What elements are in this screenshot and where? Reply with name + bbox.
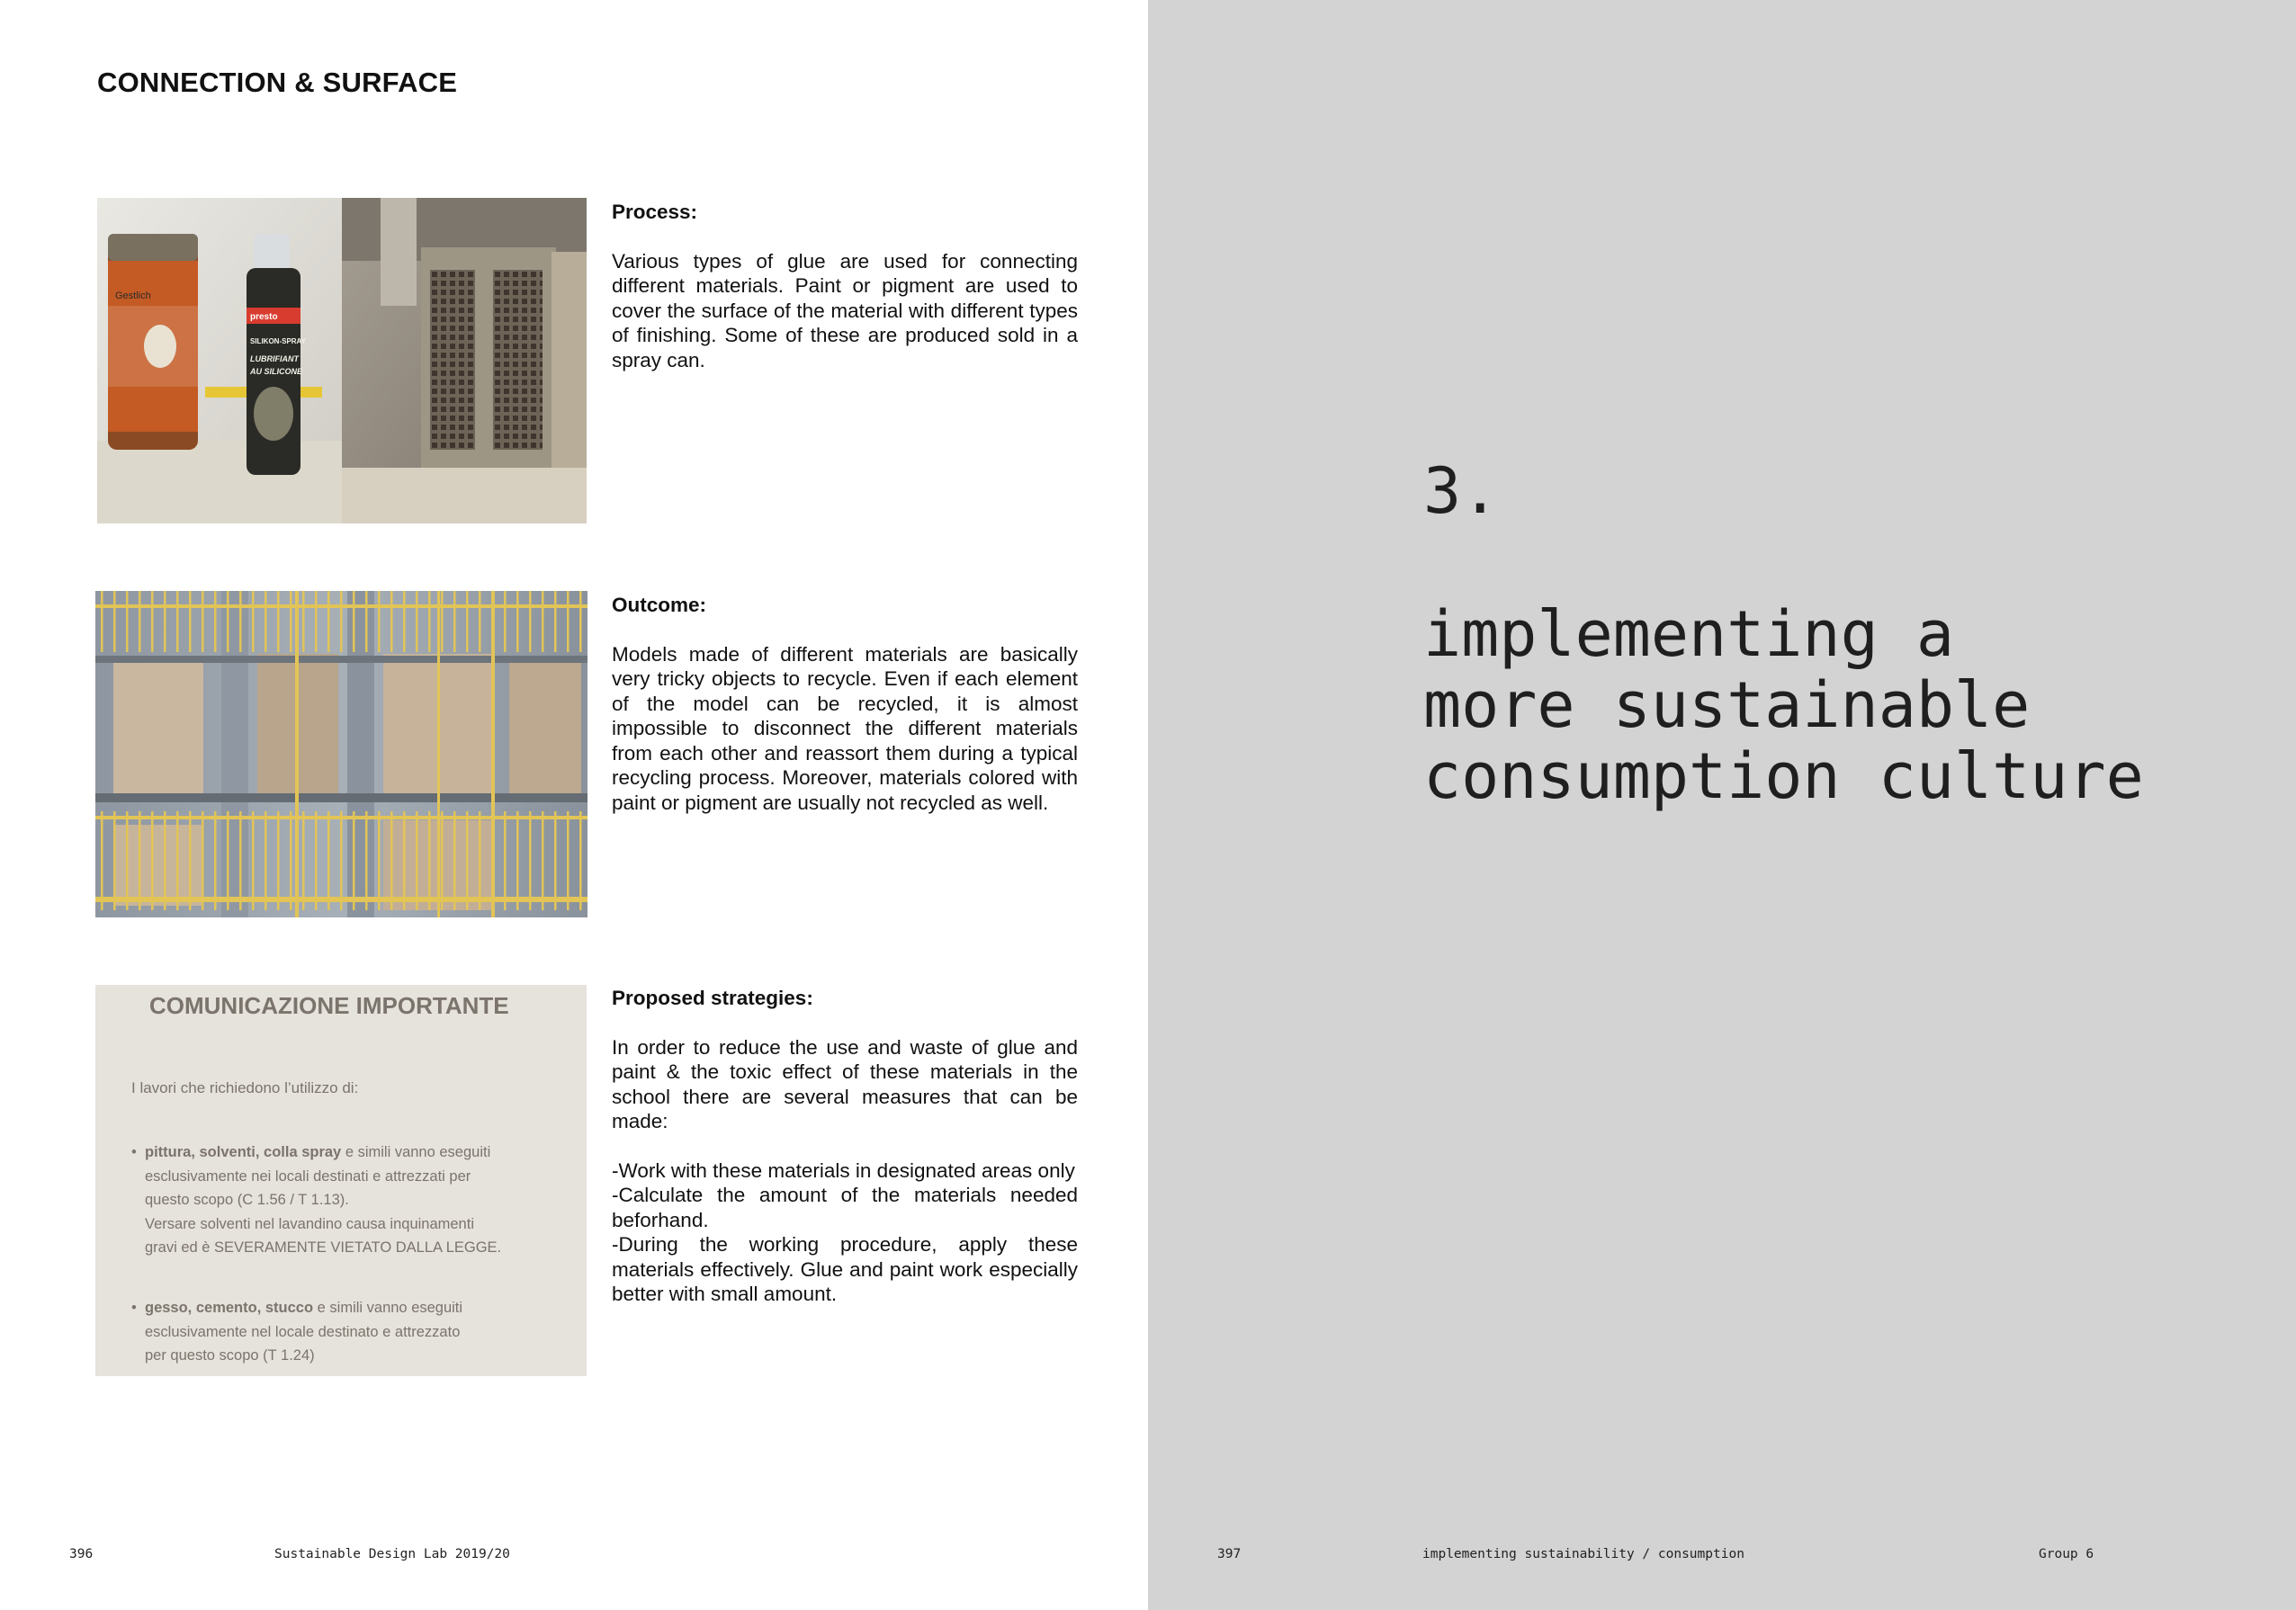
strategies-section xyxy=(612,986,1078,1307)
process-heading: Process: xyxy=(612,201,698,223)
model-railings-illustration xyxy=(95,591,587,917)
glue-and-spray-illustration xyxy=(97,198,587,523)
notice-item-paints-line1: • pittura, solventi, colla spray e simili vanno eseguiti xyxy=(145,1140,501,1165)
outcome-section xyxy=(612,593,1078,815)
glue-and-spray-photo xyxy=(97,198,587,523)
can-label-brand: presto xyxy=(250,312,278,322)
strategy-item: -Calculate the amount of the materials needed beforhand. xyxy=(612,1184,1078,1231)
chapter-title-line: consumption culture xyxy=(1423,739,2144,813)
notice-heading: COMUNICAZIONE IMPORTANTE xyxy=(149,992,509,1019)
left-page-number: 396 xyxy=(69,1547,94,1561)
strategies-list xyxy=(612,1158,1078,1307)
chapter-title xyxy=(1423,599,2144,812)
notice-intro: I lavori che richiedono l’utilizzo di: xyxy=(131,1079,359,1096)
strategy-item: -During the working procedure, apply these materials effectively. Glue and paint work especially better with small amount. xyxy=(612,1233,1078,1305)
notice-item-plaster-line1: • gesso, cemento, stucco e simili vanno eseguiti xyxy=(145,1296,462,1320)
outcome-heading: Outcome: xyxy=(612,594,707,616)
section-title: CONNECTION & SURFACE xyxy=(97,67,458,98)
notice-item-paints: • pittura, solventi, colla spray e simili vanno eseguiti esclusivamente nei locali destinati e attrezzati per questo scopo (C 1.56 / T 1.13). Versare solventi nel lavandino causa inquinamenti gravi ed è SEVERAMENTE VIETATO DALLA LEGGE. xyxy=(145,1140,501,1260)
notice-photo xyxy=(95,985,587,1376)
process-text: Various types of glue are used for connecting different materials. Paint or pigment are used to cover the surface of the material with different types of finishing. Some of these are produced sold in a spray can. xyxy=(612,249,1078,371)
chapter-number: 3. xyxy=(1423,454,1500,528)
outcome-text: Models made of different materials are basically very tricky objects to recycle. Even if each element of the model can be recycled, it is almost impossible to disconnect the different materials from each other and reassort them during a typical recycling process. Moreover, materials colored with paint or pigment are usually not recycled as well. xyxy=(612,642,1078,814)
chapter-title-line: implementing a xyxy=(1423,597,1955,671)
can-label-product: SILIKON-SPRAY xyxy=(250,337,306,345)
notice-item-plaster: • gesso, cemento, stucco e simili vanno eseguiti esclusivamente nel locale destinato e attrezzato per questo scopo (T 1.24) xyxy=(145,1296,462,1368)
model-railings-photo xyxy=(95,591,587,917)
bullet-icon: • xyxy=(131,1144,137,1160)
process-section xyxy=(612,200,1078,372)
bullet-icon: • xyxy=(131,1300,137,1316)
right-footer-caption: implementing sustainability / consumption xyxy=(1422,1547,1744,1561)
chapter-title-line: more sustainable xyxy=(1423,668,2031,742)
can-label-lubrifiant: LUBRIFIANT xyxy=(250,354,299,363)
strategy-item: -Work with these materials in designated areas only xyxy=(612,1158,1075,1182)
left-footer-caption: Sustainable Design Lab 2019/20 xyxy=(274,1547,510,1561)
group-label: Group 6 xyxy=(2039,1547,2094,1561)
right-page-number: 397 xyxy=(1217,1547,1242,1561)
strategies-intro: In order to reduce the use and waste of glue and paint & the toxic effect of these materials in the school there are several measures that can be made: xyxy=(612,1035,1078,1132)
can-label-silicone: AU SILICONE xyxy=(250,367,303,376)
strategies-heading: Proposed strategies: xyxy=(612,987,813,1009)
can-label-glue: Gestlich xyxy=(115,291,151,301)
